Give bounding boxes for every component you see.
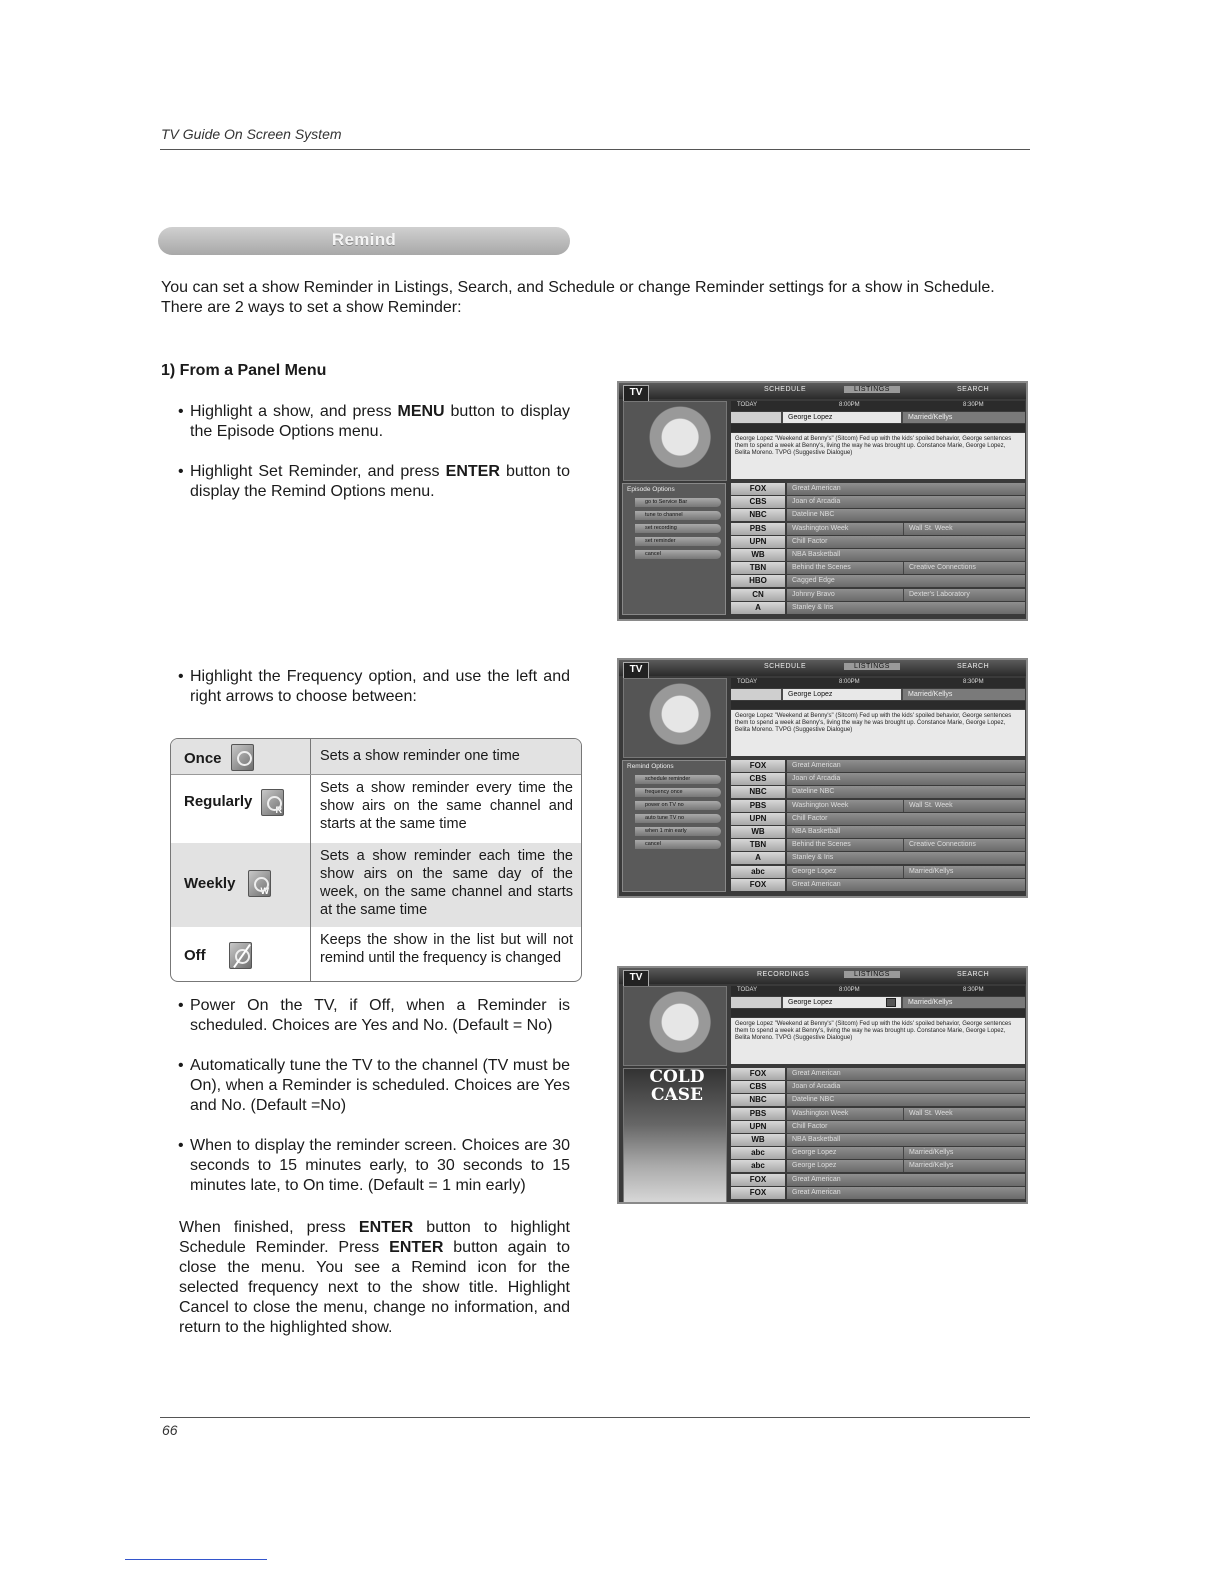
grid-row[interactable] [731,1068,1025,1080]
program-cell[interactable]: Joan of Arcadia [787,773,1025,785]
program-cell[interactable]: Creative Connections [903,562,1025,574]
menu-item[interactable]: cancel [635,550,721,559]
frequency-name: Once [184,750,222,767]
show-description: George Lopez "Weekend at Benny's" (Sitcom) Fed up with the kids' spoiled behavior, George sentences them to spend a week at Benny's, living the way he was brought up. Constance Marie, George Lopez, Belita Moreno. TVPG (Suggestive Dialogue) [731,1018,1025,1064]
channel-logo: FOX [731,483,785,495]
channel-logo: FOX [731,1068,785,1080]
grid-row[interactable] [731,536,1025,548]
bullets-panel-menu [178,402,570,522]
highlighted-show[interactable]: George Lopez [783,412,901,423]
channel-logo: UPN [731,536,785,548]
channel-logo: UPN [731,813,785,825]
program-cell[interactable]: Chill Factor [787,813,1025,825]
channel-logo: CN [731,589,785,601]
nav-search[interactable]: SEARCH [957,663,990,670]
section-title: Remind [331,230,397,249]
channel-logo: WB [731,1134,785,1146]
frequency-desc: Sets a show reminder each time the show airs on the same day of the week, on the same channel and starts at the same time [320,848,573,918]
bullet-set-reminder: • Highlight Set Reminder, and press ENTER button to display the Remind Options menu. [178,462,570,502]
channel-logo: FOX [731,760,785,772]
program-cell[interactable]: George Lopez [787,1160,1025,1172]
grid-row[interactable] [731,509,1025,521]
grid-row[interactable] [731,1147,1025,1159]
intro-line-1: You can set a show Reminder in Listings, Search, and Schedule or change Reminder settings for a show in Schedule. [161,279,995,296]
table-row [171,739,581,775]
grid-row[interactable] [731,589,1025,601]
remind-off-icon [229,942,252,969]
program-cell[interactable]: Washington Week [787,800,1025,812]
show-image [623,678,727,758]
grid-row[interactable] [731,1174,1025,1186]
nav-recordings[interactable]: RECORDINGS [757,971,810,978]
channel-logo: CBS [731,1081,785,1093]
show-image [623,401,727,481]
channel-logo: CBS [731,496,785,508]
frequency-desc: Sets a show reminder every time the show airs on the same channel and starts at the same time [320,780,573,832]
program-cell[interactable]: Married/Kellys [903,1147,1025,1159]
grid-row[interactable] [731,483,1025,495]
grid-row[interactable] [731,1094,1025,1106]
program-cell[interactable]: Chill Factor [787,536,1025,548]
top-nav [619,660,1026,676]
bullet-frequency: • Highlight the Frequency option, and use the left and right arrows to choose between: [178,667,570,727]
table-row [171,775,581,843]
highlighted-show[interactable]: George Lopez [783,689,901,700]
program-cell[interactable]: Johnny Bravo [787,589,1025,601]
menu-key: MENU [397,403,445,420]
grid-row[interactable] [731,1081,1025,1093]
table-row [171,927,581,982]
program-cell[interactable]: Wall St. Week [903,800,1025,812]
enter-key: ENTER [389,1239,444,1256]
program-cell[interactable]: Stanley & Iris [787,602,1025,614]
channel-logo: FOX [731,1174,785,1186]
info-box: TODAY 8:00PM 8:30PM George Lopez Married/Kellys George Lopez "Weekend at Benny's" (Sitcom) Fed up with the kids' spoiled behavior, George sentences them to spend a week at Benny's, living the way he was brought up. Constance Marie, George Lopez, Belita Moreno. TVPG (Suggestive Dialogue) [731,986,1025,1066]
grid-row[interactable] [731,549,1025,561]
remind-options-menu: Remind Options schedule reminder frequency once power on TV no auto tune TV no when 1 min early cancel [622,760,726,892]
menu-item[interactable]: cancel [635,840,721,849]
program-cell[interactable]: NBA Basketball [787,826,1025,838]
program-cell[interactable]: Creative Connections [903,839,1025,851]
remind-weekly-icon: W [248,870,271,897]
program-cell[interactable]: Behind the Scenes [787,839,1025,851]
remind-regularly-icon: R [261,789,284,816]
menu-item[interactable]: power on TV no [635,801,721,810]
grid-row[interactable] [731,852,1025,864]
info-box: TODAY 8:00PM 8:30PM George Lopez Married/Kellys George Lopez "Weekend at Benny's" (Sitcom) Fed up with the kids' spoiled behavior, George sentences them to spend a week at Benny's, living the way he was brought up. Constance Marie, George Lopez, Belita Moreno. TVPG (Suggestive Dialogue) [731,401,1025,481]
nav-listings[interactable]: LISTINGS [844,386,900,393]
enter-key: ENTER [445,463,500,480]
remind-icon [886,998,896,1007]
section-title-bar [158,227,570,255]
program-cell[interactable]: Joan of Arcadia [787,496,1025,508]
tv-screen-episode-options [617,381,1028,621]
bullet-when: • When to display the reminder screen. Choices are 30 seconds to 15 minutes early, to 30 seconds to 15 minutes late, to On time. (Default = 1 min early) [178,1136,570,1196]
program-cell[interactable]: George Lopez [787,1147,1025,1159]
channel-logo: FOX [731,879,785,891]
nav-schedule[interactable]: SCHEDULE [764,663,807,670]
grid-row[interactable] [731,813,1025,825]
listings-grid [731,1068,1025,1200]
program-cell[interactable]: Great American [787,1174,1025,1186]
channel-logo: A [731,852,785,864]
program-cell[interactable]: Great American [787,1187,1025,1199]
channel-logo: CBS [731,773,785,785]
frequency-table [170,738,582,982]
grid-row[interactable] [731,1187,1025,1199]
channel-logo: A [731,602,785,614]
nav-listings[interactable]: LISTINGS [844,663,900,670]
menu-item[interactable]: auto tune TV no [635,814,721,823]
grid-row[interactable] [731,602,1025,614]
grid-row[interactable] [731,800,1025,812]
grid-row[interactable] [731,1134,1025,1146]
program-cell[interactable]: Wall St. Week [903,523,1025,535]
frequency-desc: Sets a show reminder one time [320,748,520,764]
menu-item[interactable]: tune to channel [635,511,721,520]
channel-logo: abc [731,1147,785,1159]
channel-logo: PBS [731,800,785,812]
tv-guide-logo: TV [623,970,649,994]
header-rule [160,149,1030,150]
grid-row[interactable] [731,760,1025,772]
grid-row[interactable] [731,1160,1025,1172]
nav-listings[interactable]: LISTINGS [844,971,900,978]
frequency-name: Off [184,947,206,964]
menu-item[interactable]: schedule reminder [635,775,721,784]
info-box: TODAY 8:00PM 8:30PM George Lopez Married/Kellys George Lopez "Weekend at Benny's" (Sitcom) Fed up with the kids' spoiled behavior, George sentences them to spend a week at Benny's, living the way he was brought up. Constance Marie, George Lopez, Belita Moreno. TVPG (Suggestive Dialogue) [731,678,1025,758]
show-description: George Lopez "Weekend at Benny's" (Sitcom) Fed up with the kids' spoiled behavior, George sentences them to spend a week at Benny's, living the way he was brought up. Constance Marie, George Lopez, Belita Moreno. TVPG (Suggestive Dialogue) [731,710,1025,756]
program-cell[interactable]: Cagged Edge [787,575,1025,587]
channel-logo: abc [731,1160,785,1172]
program-cell[interactable]: Chill Factor [787,1121,1025,1133]
program-cell[interactable]: Dateline NBC [787,509,1025,521]
program-cell[interactable]: Stanley & Iris [787,852,1025,864]
menu-item[interactable]: go to Service Bar [635,498,721,507]
nav-search[interactable]: SEARCH [957,971,990,978]
program-cell[interactable]: Washington Week [787,523,1025,535]
enter-key: ENTER [358,1219,414,1236]
bullet-power-on: • Power On the TV, if Off, when a Reminder is scheduled. Choices are Yes and No. (Default = No) [178,996,570,1036]
table-row [171,843,581,927]
grid-row[interactable] [731,826,1025,838]
channel-logo: WB [731,549,785,561]
channel-logo: NBC [731,1094,785,1106]
program-cell[interactable]: Great American [787,760,1025,772]
nav-schedule[interactable]: SCHEDULE [764,386,807,393]
intro-line-2: There are 2 ways to set a show Reminder: [161,299,462,316]
program-cell[interactable]: Joan of Arcadia [787,1081,1025,1093]
nav-search[interactable]: SEARCH [957,386,990,393]
grid-row[interactable] [731,773,1025,785]
page-number: 66 [162,1422,178,1438]
program-cell[interactable]: Great American [787,483,1025,495]
channel-logo: PBS [731,1108,785,1120]
grid-row[interactable] [731,839,1025,851]
program-cell[interactable]: Washington Week [787,1108,1025,1120]
grid-row[interactable] [731,562,1025,574]
program-cell[interactable]: Great American [787,1068,1025,1080]
channel-logo: TBN [731,562,785,574]
channel-logo: FOX [731,1187,785,1199]
grid-row[interactable] [731,786,1025,798]
channel-logo: HBO [731,575,785,587]
program-cell[interactable]: NBA Basketball [787,549,1025,561]
grid-row[interactable] [731,879,1025,891]
grid-row[interactable] [731,1121,1025,1133]
frequency-name: Regularly [184,793,253,810]
listings-grid [731,760,1025,892]
tv-guide-logo: TV [623,385,649,409]
grid-row[interactable] [731,523,1025,535]
channel-logo: NBC [731,509,785,521]
channel-logo: PBS [731,523,785,535]
grid-row[interactable] [731,866,1025,878]
show-image [623,986,727,1066]
subheading-panel-menu: 1) From a Panel Menu [161,362,327,379]
grid-row[interactable] [731,496,1025,508]
top-nav [619,968,1026,984]
listings-grid [731,483,1025,615]
channel-logo: WB [731,826,785,838]
show-description: George Lopez "Weekend at Benny's" (Sitcom) Fed up with the kids' spoiled behavior, George sentences them to spend a week at Benny's, living the way he was brought up. Constance Marie, George Lopez, Belita Moreno. TVPG (Suggestive Dialogue) [731,433,1025,479]
tv-screen-reminder-set [617,966,1028,1204]
footer-rule [160,1417,1030,1418]
remind-once-icon [231,744,254,771]
program-cell[interactable]: Dexter's Laboratory [903,589,1025,601]
program-cell[interactable]: George Lopez [787,866,1025,878]
episode-options-menu: Episode Options go to Service Bar tune to channel set recording set reminder cancel [622,483,726,615]
program-cell[interactable]: Great American [787,879,1025,891]
tv-screen-remind-options [617,658,1028,898]
top-nav [619,383,1026,399]
running-header: TV Guide On Screen System [161,126,342,142]
frequency-name: Weekly [184,875,236,892]
frequency-desc: Keeps the show in the list but will not remind until the frequency is changed [320,932,573,966]
intro-paragraph [161,278,1041,318]
program-cell[interactable]: Behind the Scenes [787,562,1025,574]
program-cell[interactable]: Dateline NBC [787,786,1025,798]
bullet-auto-tune: • Automatically tune the TV to the channel (TV must be On), when a Reminder is scheduled. Choices are Yes and No. (Default =No) [178,1056,570,1116]
channel-logo: abc [731,866,785,878]
grid-row[interactable] [731,1108,1025,1120]
program-cell[interactable]: Dateline NBC [787,1094,1025,1106]
menu-item[interactable]: when 1 min early [635,827,721,836]
menu-item[interactable]: set recording [635,524,721,533]
program-cell[interactable]: Married/Kellys [903,1160,1025,1172]
footer-link-line [125,1559,267,1560]
tv-guide-logo: TV [623,662,649,686]
channel-logo: NBC [731,786,785,798]
menu-item[interactable]: frequency once [635,788,721,797]
channel-logo: UPN [731,1121,785,1133]
program-cell[interactable]: Wall St. Week [903,1108,1025,1120]
menu-item[interactable]: set reminder [635,537,721,546]
grid-row[interactable] [731,575,1025,587]
promo-title: COLD CASE [649,1067,705,1105]
highlighted-show[interactable]: George Lopez [783,997,901,1008]
channel-logo: TBN [731,839,785,851]
program-cell[interactable]: Married/Kellys [903,866,1025,878]
program-cell[interactable]: NBA Basketball [787,1134,1025,1146]
bullets-options [178,996,570,1216]
closing-paragraph: When finished, press ENTER button to highlight Schedule Reminder. Press ENTER button again to close the menu. You see a Remind icon for the selected frequency next to the show title. Highlight Cancel to close the menu, change no information, and return to the highlighted show. [179,1219,571,1336]
bullet-highlight-show: • Highlight a show, and press MENU button to display the Episode Options menu. [178,402,570,442]
